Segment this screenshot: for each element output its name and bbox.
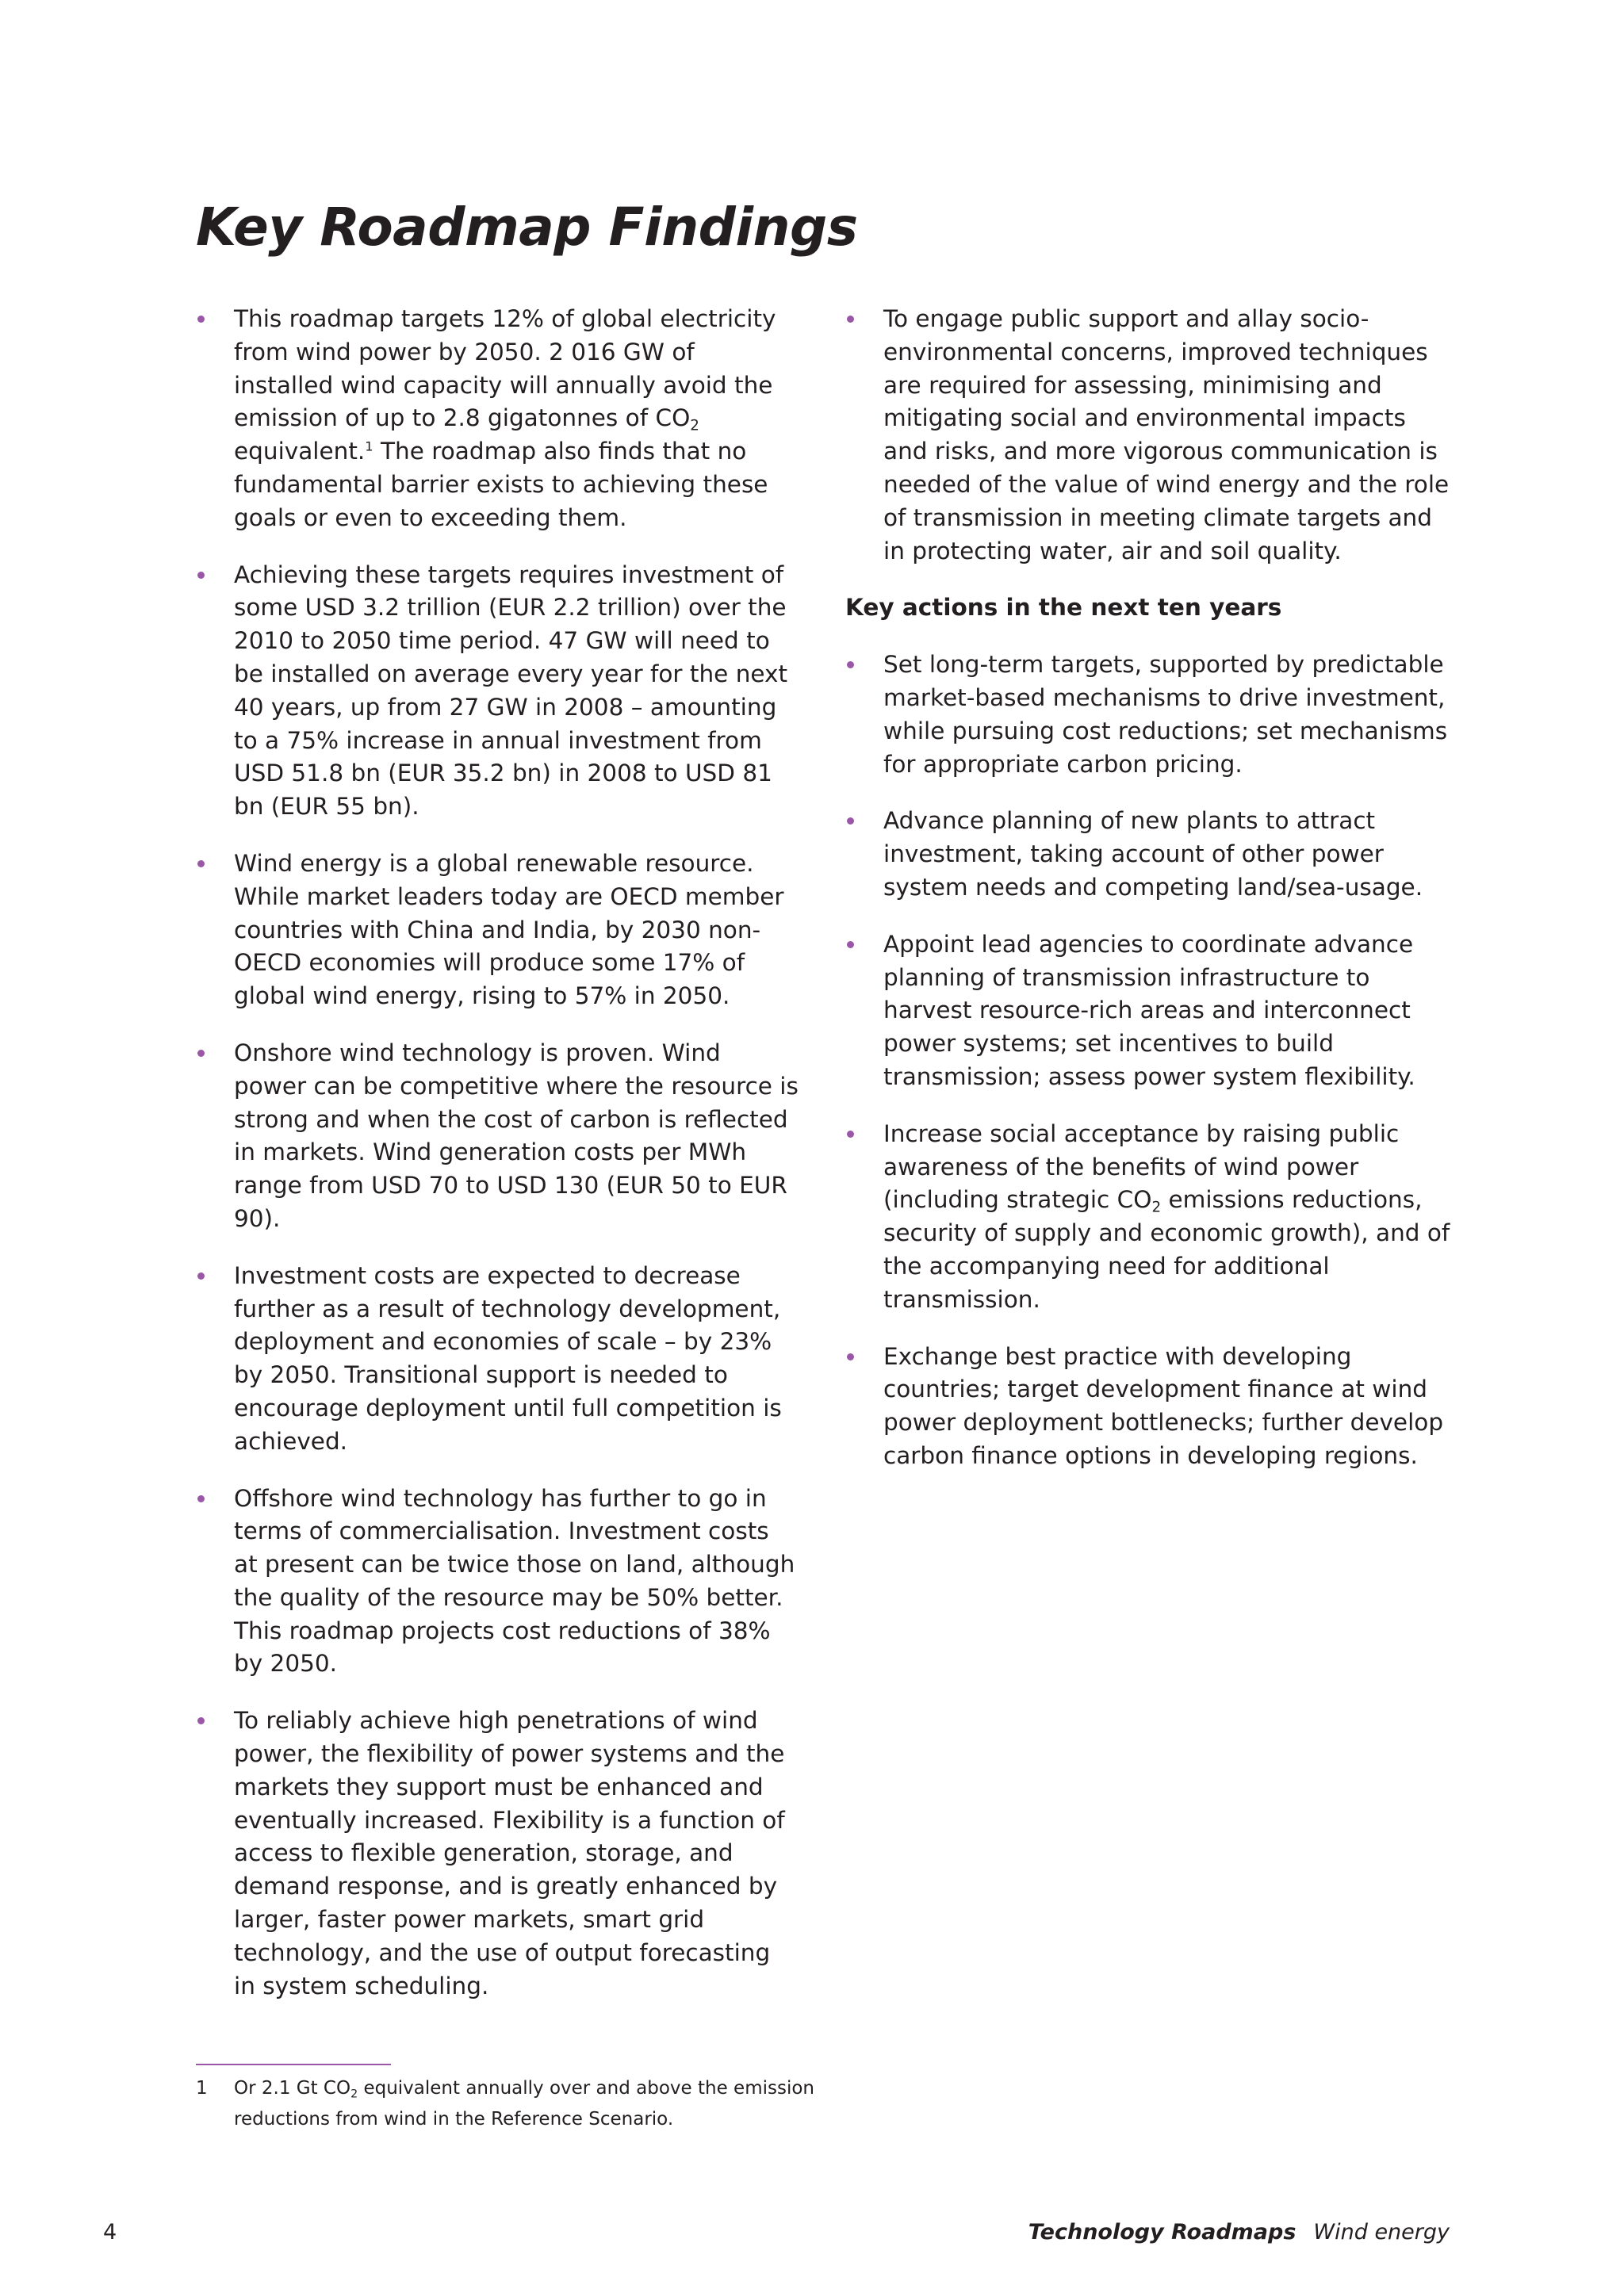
finding-item: Offshore wind technology has further to go in terms of commercialisation. Investment costs at present can be twice those on land, although the quality of the resource may be 50% better. This roadmap projects cost reductions of 38% by 2050. bbox=[196, 1483, 799, 1682]
findings-list-continued bbox=[845, 303, 1456, 568]
page-number: 4 bbox=[103, 2220, 117, 2244]
finding-item: Investment costs are expected to decrease further as a result of technology development, deployment and economies of scale – by 23% by 2050. Transitional support is needed to encourage deployment until full competition is achieved. bbox=[196, 1260, 799, 1459]
finding-item: Achieving these targets requires investment of some USD 3.2 trillion (EUR 2.2 trillion) over the 2010 to 2050 time period. 47 GW will need to be installed on average every year for the next 40 years, up from 27 GW in 2008 – amounting to a 75% increase in annual investment from USD 51.8 bn (EUR 35.2 bn) in 2008 to USD 81 bn (EUR 55 bn). bbox=[196, 559, 799, 824]
finding-item: This roadmap targets 12% of global electricity from wind power by 2050. 2 016 GW of installed wind capacity will annually avoid the emission of up to 2.8 gigatonnes of $CO_2$ equivalent.$^1$ The roadmap also finds that no fundamental barrier exists to achieving these goals or even to exceeding them. bbox=[196, 303, 799, 535]
finding-item: Onshore wind technology is proven. Wind power can be competitive where the resource is strong and when the cost of carbon is reflected in markets. Wind generation costs per MWh range from USD 70 to USD 130 (EUR 50 to EUR 90). bbox=[196, 1037, 799, 1236]
action-item: Appoint lead agencies to coordinate advance planning of transmission infrastructure to harvest resource-rich areas and interconnect power systems; set incentives to build transmission; assess power system flexibility. bbox=[845, 928, 1456, 1094]
action-item: Increase social acceptance by raising public awareness of the benefits of wind power (including strategic $CO_2$ emissions reductions, security of supply and economic growth), and of the accompanying need for additional transmission. bbox=[845, 1118, 1456, 1317]
key-actions-heading: Key actions in the next ten years bbox=[845, 594, 1282, 622]
action-item: Exchange best practice with developing countries; target development finance at wind power deployment bottlenecks; further develop carbon finance options in developing regions. bbox=[845, 1341, 1456, 1473]
action-item: Advance planning of new plants to attract investment, taking account of other power system needs and competing land/sea-usage. bbox=[845, 805, 1456, 904]
findings-list bbox=[196, 303, 799, 2003]
footnote bbox=[196, 2073, 830, 2135]
right-column bbox=[845, 303, 1456, 1497]
finding-item: To reliably achieve high penetrations of wind power, the flexibility of power systems and the markets they support must be enhanced and eventually increased. Flexibility is a function of access to flexible generation, storage, and demand response, and is greatly enhanced by larger, faster power markets, smart grid technology, and the use of output forecasting in system scheduling. bbox=[196, 1705, 799, 2003]
left-column bbox=[196, 303, 799, 2026]
footnote-number: 1 bbox=[196, 2078, 208, 2099]
finding-item: To engage public support and allay socio-environmental concerns, improved techniques are required for assessing, minimising and mitigating social and environmental impacts and risks, and more vigorous communication is needed of the value of wind energy and the role of transmission in meeting climate targets and in protecting water, air and soil quality. bbox=[845, 303, 1456, 568]
subject-title: Wind energy bbox=[1313, 2220, 1450, 2244]
footnote-text: Or 2.1 Gt $CO_2$ equivalent annually over and above the emission reductions from wind in the Reference Scenario. bbox=[234, 2078, 814, 2130]
footnote-divider bbox=[196, 2064, 391, 2065]
running-footer bbox=[1028, 2220, 1450, 2244]
key-actions-list bbox=[845, 649, 1456, 1473]
action-item: Set long-term targets, supported by predictable market-based mechanisms to drive investment, while pursuing cost reductions; set mechanisms for appropriate carbon pricing. bbox=[845, 649, 1456, 781]
series-title: Technology Roadmaps bbox=[1028, 2220, 1297, 2244]
page-title: Key Roadmap Findings bbox=[196, 197, 858, 258]
footnote-ref: 1 bbox=[365, 438, 373, 454]
finding-item: Wind energy is a global renewable resource. While market leaders today are OECD member countries with China and India, by 2030 non-OECD economies will produce some 17% of global wind energy, rising to 57% in 2050. bbox=[196, 848, 799, 1013]
